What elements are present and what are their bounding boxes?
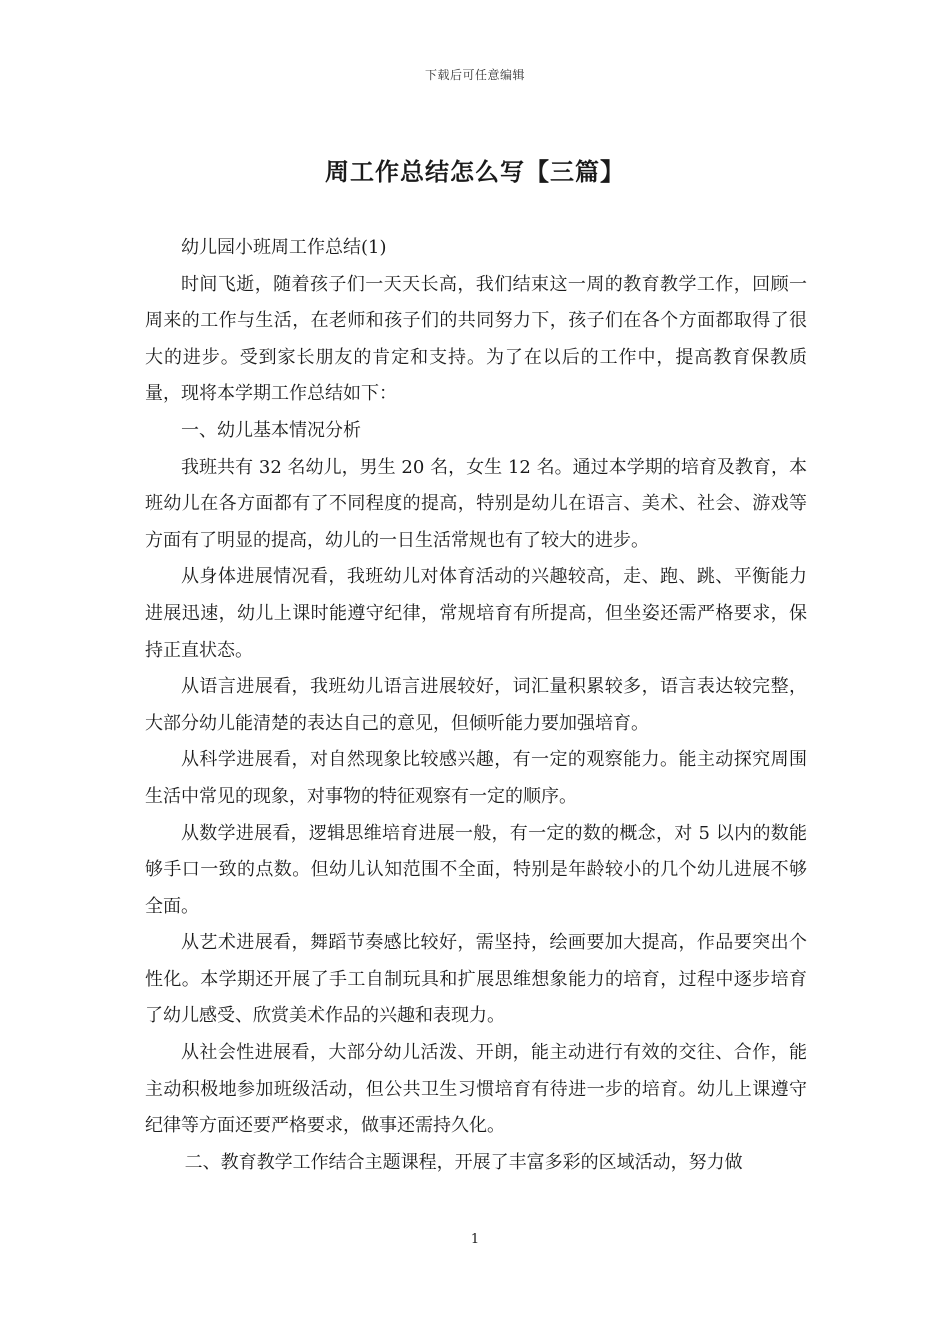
paragraph-class-overview: 我班共有 32 名幼儿，男生 20 名，女生 12 名。通过本学期的培育及教育，本班幼儿在各方面都有了不同程度的提高，特别是幼儿在语言、美术、社会、游戏等方面有了明显的提高，幼儿的一日生活常规也有了较大的进步。 [145, 456, 807, 551]
paragraph-language: 从语言进展看，我班幼儿语言进展较好，词汇量积累较多，语言表达较完整，大部分幼儿能清楚的表达自己的意见，但倾听能力要加强培育。 [145, 676, 807, 734]
paragraph-science: 从科学进展看，对自然现象比较感兴趣，有一定的观察能力。能主动探究周围生活中常见的现象，对事物的特征观察有一定的顺序。 [145, 749, 807, 807]
section-subtitle: 幼儿园小班周工作总结(1) [181, 237, 387, 258]
section-heading-2: 二、教育教学工作结合主题课程，开展了丰富多彩的区域活动，努力做 [184, 1151, 743, 1173]
paragraph-art: 从艺术进展看，舞蹈节奏感比较好，需坚持，绘画要加大提高，作品要突出个性化。本学期还开展了手工自制玩具和扩展思维想象能力的培育，过程中逐步培育了幼儿感受、欣赏美术作品的兴趣和表现力。 [145, 932, 807, 1027]
document-body [145, 230, 807, 1181]
page-number: 1 [470, 1232, 480, 1247]
paragraph-intro: 时间飞逝，随着孩子们一天天长高，我们结束这一周的教育教学工作，回顾一周来的工作与生活，在老师和孩子们的共同努力下，孩子们在各个方面都取得了很大的进步。受到家长朋友的肯定和支持。为了在以后的工作中，提高教育保教质量，现将本学期工作总结如下： [145, 273, 807, 405]
paragraph-social: 从社会性进展看，大部分幼儿活泼、开朗，能主动进行有效的交往、合作，能主动积极地参加班级活动，但公共卫生习惯培育有待进一步的培育。幼儿上课遵守纪律等方面还要严格要求，做事还需持久化。 [145, 1042, 807, 1137]
paragraph-math: 从数学进展看，逻辑思维培育进展一般，有一定的数的概念，对 5 以内的数能够手口一致的点数。但幼儿认知范围不全面，特别是年龄较小的几个幼儿进展不够全面。 [145, 822, 807, 917]
paragraph-physical: 从身体进展情况看，我班幼儿对体育活动的兴趣较高，走、跑、跳、平衡能力进展迅速，幼儿上课时能遵守纪律，常规培育有所提高，但坐姿还需严格要求，保持正直状态。 [145, 566, 807, 661]
section-heading-1: 一、幼儿基本情况分析 [181, 419, 361, 441]
document-title: 周工作总结怎么写【三篇】 [325, 157, 625, 186]
header-note: 下载后可任意编辑 [424, 68, 525, 82]
